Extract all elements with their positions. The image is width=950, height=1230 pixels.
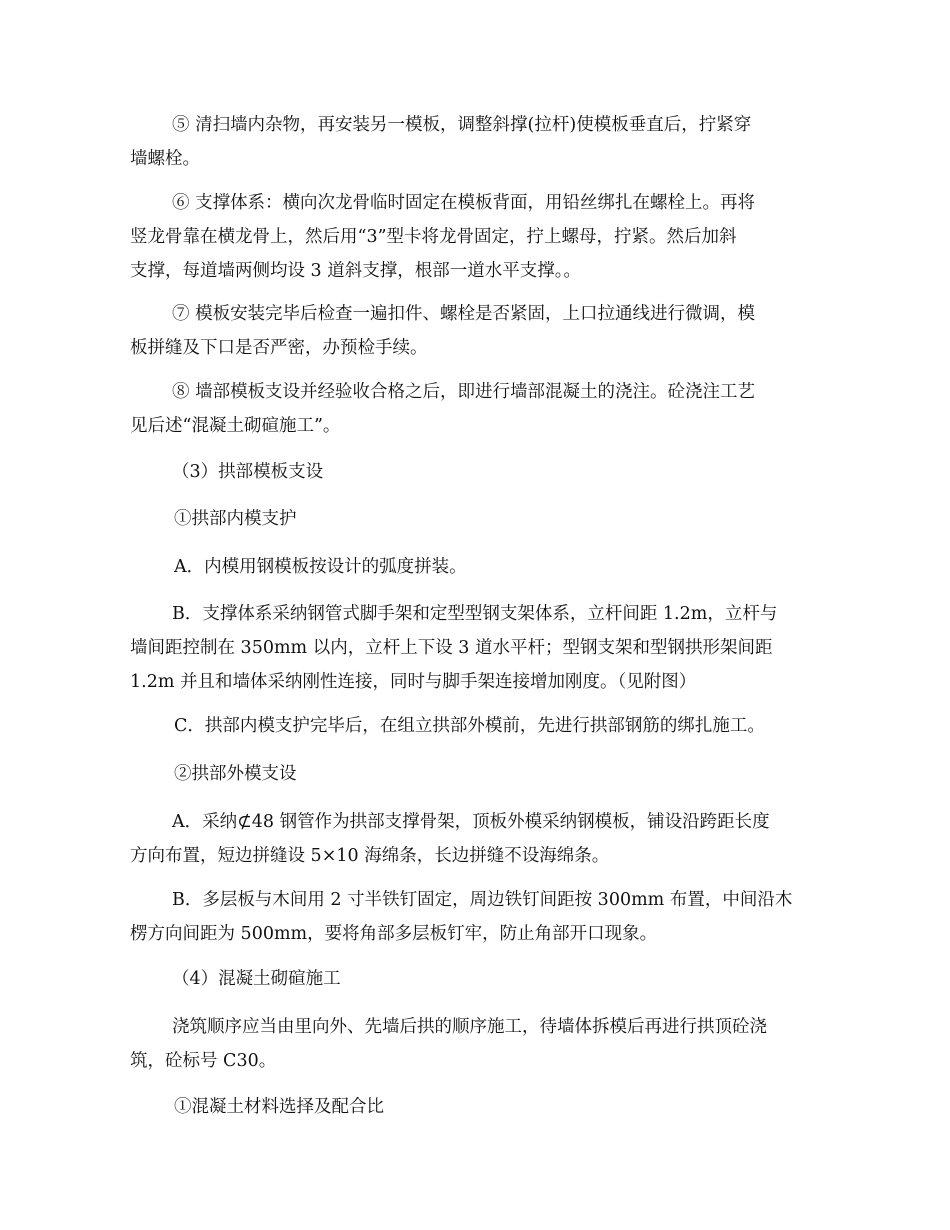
paragraph-line: 筑，砼标号 C30。	[130, 1051, 277, 1071]
item-b-outer	[130, 883, 820, 951]
subsection-heading-outer-formwork: ②拱部外模支设	[174, 764, 297, 784]
paragraph-line: 墙螺栓。	[130, 149, 200, 169]
paragraph-step-8	[130, 375, 820, 443]
paragraph-step-5	[130, 108, 820, 176]
paragraph-line: A．采纳⊄48 钢管作为拱部支撑骨架，顶板外模采纳钢模板，铺设沿跨距长度	[172, 812, 770, 832]
paragraph-line: ⑧ 墙部模板支设并经验收合格之后，即进行墙部混凝土的浇注。砼浇注工艺	[172, 382, 756, 402]
paragraph-line: 支撑，每道墙两侧均设 3 道斜支撑，根部一道水平支撑。。	[130, 261, 582, 281]
paragraph-line: 浇筑顺序应当由里向外、先墙后拱的顺序施工，待墙体拆模后再进行拱顶砼浇	[172, 1017, 767, 1037]
paragraph-line: ⑤ 清扫墙内杂物，再安装另一模板，调整斜撑(拉杆)使模板垂直后，拧紧穿	[172, 115, 752, 135]
subsection-heading-inner-formwork: ①拱部内模支护	[174, 509, 297, 529]
paragraph-line: ⑦ 模板安装完毕后检查一遍扣件、螺栓是否紧固，上口拉通线进行微调，模	[172, 304, 756, 324]
item-a-inner: A．内模用钢模板按设计的弧度拼装。	[174, 557, 467, 577]
paragraph-line: ⑥ 支撑体系：横向次龙骨临时固定在模板背面，用铅丝绑扎在螺栓上。再将	[172, 193, 756, 213]
item-b-inner	[130, 597, 820, 699]
paragraph-step-6	[130, 186, 820, 288]
paragraph-pouring-order	[130, 1010, 820, 1078]
paragraph-line: 墙间距控制在 350mm 以内，立杆上下设 3 道水平杆；型钢支架和型钢拱形架间距	[130, 638, 773, 658]
paragraph-line: 见后述“混凝土砌碹施工”。	[130, 416, 341, 436]
paragraph-line: B．多层板与木间用 2 寸半铁钉固定，周边铁钉间距按 300mm 布置，中间沿木	[172, 890, 793, 910]
paragraph-line: B．支撑体系采纳钢管式脚手架和定型型钢支架体系，立杆间距 1.2m，立杆与	[172, 604, 778, 624]
paragraph-line: 1.2m 并且和墙体采纳刚性连接，同时与脚手架连接增加刚度。（见附图）	[130, 672, 697, 692]
paragraph-step-7	[130, 297, 820, 365]
item-a-outer	[130, 805, 820, 873]
paragraph-line: 方向布置，短边拼缝设 5×10 海绵条，长边拼缝不设海绵条。	[130, 846, 610, 866]
section-heading-3: （3）拱部模板支设	[172, 462, 324, 482]
paragraph-line: 楞方向间距为 500mm，要将角部多层板钉牢，防止角部开口现象。	[130, 924, 658, 944]
item-c-inner: C．拱部内模支护完毕后，在组立拱部外模前，先进行拱部钢筋的绑扎施工。	[174, 716, 765, 736]
section-heading-4: （4）混凝土砌碹施工	[172, 969, 341, 989]
paragraph-line: 竖龙骨靠在横龙骨上，然后用“3”型卡将龙骨固定，拧上螺母，拧紧。然后加斜	[130, 227, 737, 247]
subsection-heading-concrete-materials: ①混凝土材料选择及配合比	[174, 1097, 384, 1117]
paragraph-line: 板拼缝及下口是否严密，办预检手续。	[130, 338, 428, 358]
